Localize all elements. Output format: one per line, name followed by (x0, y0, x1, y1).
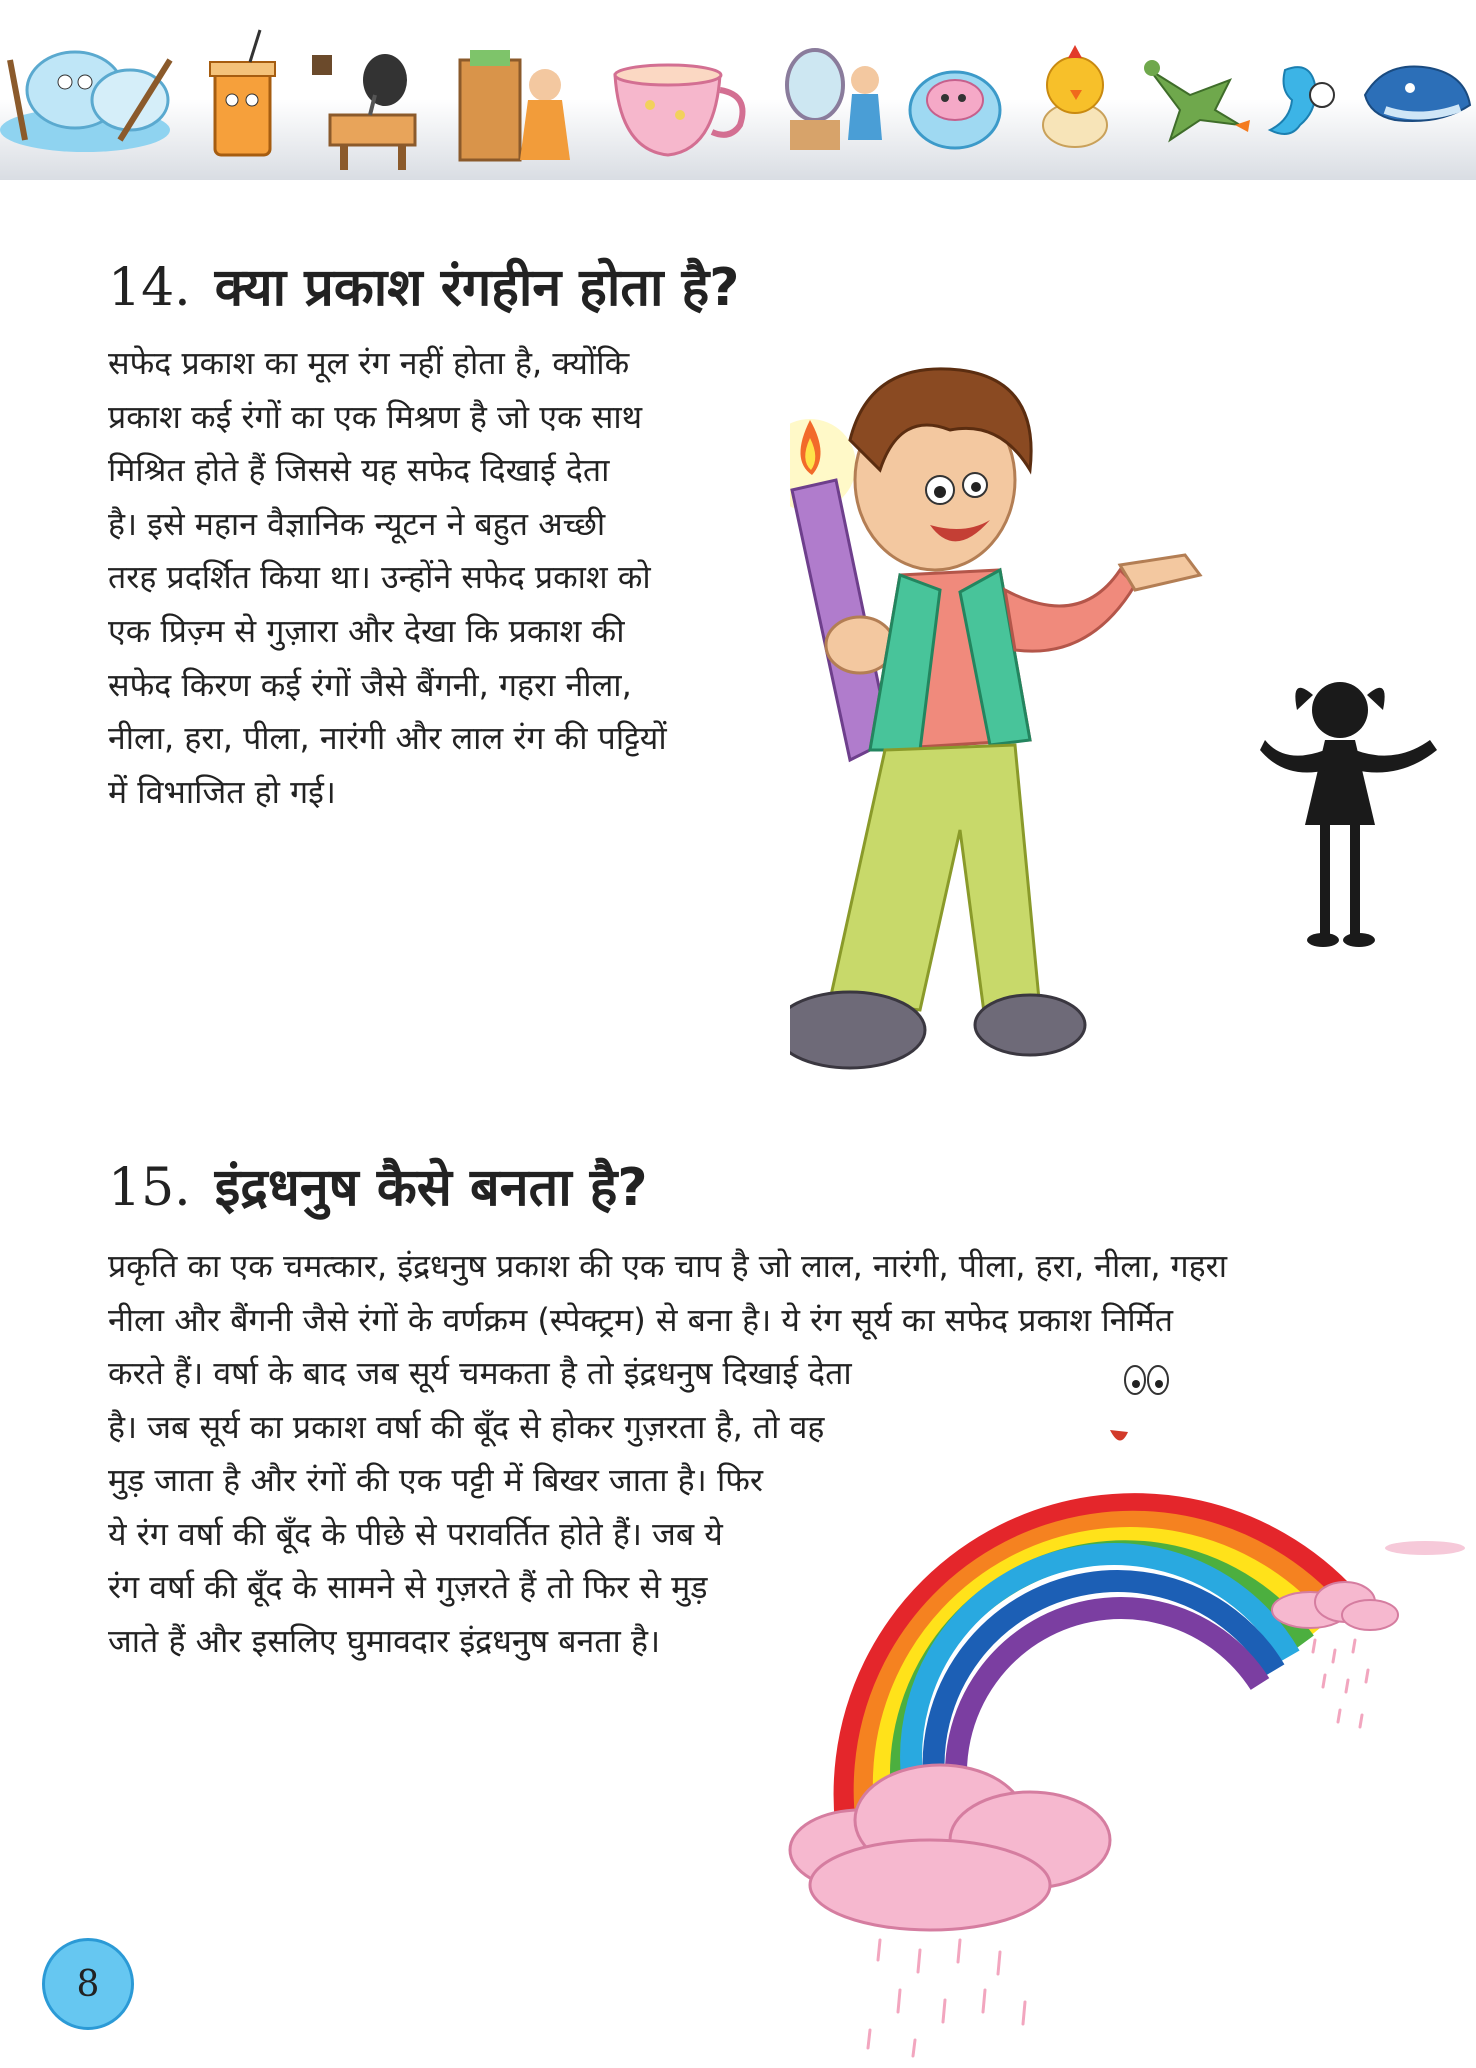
question-14-paragraph (108, 337, 732, 819)
paragraph-line: जाते हैं और इसलिए घुमावदार इंद्रधनुष बनता है। (108, 1621, 661, 1660)
rainbow-on-cloud-icon (770, 1340, 1470, 2060)
cupboard-girl-icon (460, 50, 570, 160)
header-illustration-strip (0, 0, 1476, 180)
paragraph-line: में विभाजित हो गई। (108, 772, 336, 811)
paragraph-line: मुड़ जाता है और रंगों की एक पट्टी में बिखर जाता है। फिर (108, 1461, 764, 1500)
seahorse-icon (1270, 67, 1334, 134)
question-15-paragraph-wide (108, 1240, 1298, 1347)
dragon-icon (1144, 60, 1250, 140)
question-14-heading (108, 250, 739, 321)
question-number: 15. (108, 1158, 191, 1218)
paragraph-line: नीला, हरा, पीला, नारंगी और लाल रंग की पट्टियों (108, 719, 667, 758)
paragraph-line: है। इसे महान वैज्ञानिक न्यूटन ने बहुत अच्छी (108, 504, 606, 543)
paragraph-line: प्रकृति का एक चमत्कार, इंद्रधनुष प्रकाश की एक चाप है जो लाल, नारंगी, पीला, हरा, नीला, गहरा (108, 1247, 1228, 1285)
paragraph-line: करते हैं। वर्षा के बाद जब सूर्य चमकता है तो इंद्रधनुष दिखाई देता (108, 1354, 852, 1392)
paragraph-line: एक प्रिज़्म से गुज़ारा और देखा कि प्रकाश की (108, 611, 625, 650)
question-title: क्या प्रकाश रंगहीन होता है? (214, 258, 740, 318)
phonograph-icon (312, 54, 415, 170)
paragraph-line: है। जब सूर्य का प्रकाश वर्षा की बूँद से होकर गुज़रता है, तो वह (108, 1407, 825, 1446)
strip-illustrations (0, 0, 1476, 180)
teacup-icon (615, 65, 743, 155)
paragraph-line: सफेद किरण कई रंगों जैसे बैंगनी, गहरा नीला, (108, 665, 632, 704)
question-number: 14. (108, 258, 191, 318)
paragraph-line: सफेद प्रकाश का मूल रंग नहीं होता है, क्योंकि (108, 344, 630, 382)
paragraph-line: रंग वर्षा की बूँद के सामने से गुज़रते हैं तो फिर से मुड़ (108, 1568, 708, 1607)
paragraph-line: तरह प्रदर्शित किया था। उन्होंने सफेद प्रकाश को (108, 558, 651, 597)
paragraph-line: मिश्रित होते हैं जिससे यह सफेद दिखाई देता (108, 451, 610, 490)
paragraph-line: ये रंग वर्षा की बूँद के पीछे से परावर्तित होते हैं। जब ये (108, 1514, 723, 1553)
brain-in-bowl-icon (910, 72, 1000, 148)
mop-cleaning-icon (0, 52, 170, 152)
chick-in-egg-icon (1043, 45, 1107, 147)
whale-icon (1365, 67, 1470, 121)
girl-shadow-icon (1255, 655, 1445, 965)
page-number-badge (42, 1938, 134, 2030)
question-15-heading (108, 1150, 648, 1221)
question-title: इंद्रधनुष कैसे बनता है? (214, 1158, 648, 1218)
paragraph-line: नीला और बैंगनी जैसे रंगों के वर्णक्रम (स्पेक्ट्रम) से बना है। ये रंग सूर्य का सफेद प्रकाश निर्मित (108, 1300, 1174, 1339)
paragraph-line: प्रकाश कई रंगों का एक मिश्रण है जो एक साथ (108, 397, 643, 436)
cup-character-icon (210, 30, 275, 155)
mirror-girl-icon (787, 50, 882, 150)
page-number: 8 (76, 1963, 100, 2005)
